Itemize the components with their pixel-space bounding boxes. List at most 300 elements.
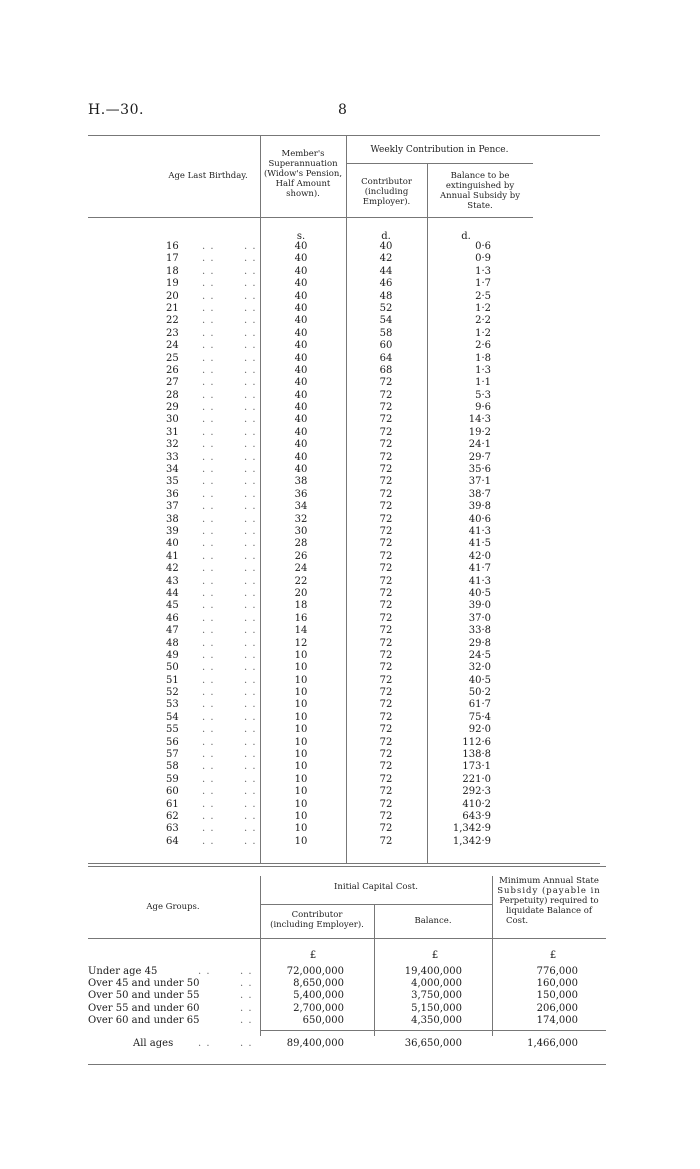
balance-cell: 41·7 (468, 563, 491, 575)
superannuation-cell: 40 (294, 439, 308, 451)
dot-leader: . . (244, 724, 257, 736)
dot-leader: . . (244, 687, 257, 699)
age-cell: 37 (166, 501, 179, 513)
age-cell: 39 (166, 525, 179, 537)
dot-leader: . . (202, 501, 215, 513)
superannuation-cell: 10 (294, 687, 308, 699)
table-row (88, 761, 600, 773)
dot-leader: . . (244, 451, 257, 463)
dot-leader: . . (244, 389, 257, 401)
dot-leader: . . (202, 525, 215, 537)
table-row (88, 266, 600, 278)
age-cell: 36 (166, 488, 179, 500)
dot-leader: . . (202, 265, 215, 277)
table-row (88, 1015, 606, 1027)
contributor-cell: 72 (379, 662, 393, 674)
age-cell: 21 (166, 302, 179, 314)
balance-cell: 39·8 (468, 501, 491, 513)
table-row (88, 328, 600, 340)
age-cell: 59 (166, 773, 179, 785)
age-cell: 31 (166, 426, 179, 438)
balance-cell: 37·0 (468, 612, 491, 624)
dot-leader: . . (244, 414, 257, 426)
contributor-cell: 68 (379, 364, 393, 376)
superannuation-cell: 40 (294, 290, 308, 302)
superannuation-cell: 40 (294, 340, 308, 352)
dot-leader: . . (202, 736, 215, 748)
balance-cell: 42·0 (468, 550, 491, 562)
pound-unit: £ (549, 950, 557, 961)
table-row (88, 365, 600, 377)
contributor-cell: 72 (379, 600, 393, 612)
balance-cell: 41·3 (468, 525, 491, 537)
dot-leader: . . (244, 352, 257, 364)
dot-leader: . . (202, 464, 215, 476)
superannuation-cell: 40 (294, 278, 308, 290)
superannuation-cell: 40 (294, 426, 308, 438)
superannuation-cell: 40 (294, 315, 308, 327)
weekly-contribution-table (88, 135, 600, 865)
age-column-header: Age Last Birthday. (168, 171, 248, 181)
superannuation-cell: 40 (294, 402, 308, 414)
balance-cell: 41·3 (468, 575, 491, 587)
dot-leader: . . (202, 327, 215, 339)
table-row (88, 786, 600, 798)
balance-cell: 1,342·9 (452, 835, 491, 847)
superannuation-cell: 10 (294, 649, 308, 661)
balance-cell: 29·8 (468, 637, 491, 649)
dot-leader: . . (202, 278, 215, 290)
age-cell: 16 (166, 241, 179, 252)
table-row (88, 241, 600, 253)
contributor-cell: 72 (379, 761, 393, 773)
dot-leader: . . (202, 711, 215, 723)
balance-cell: 2·6 (475, 340, 491, 352)
balance-cell: 4,350,000 (411, 1014, 462, 1026)
contributor-cell: 72 (379, 637, 393, 649)
superannuation-cell: 10 (294, 711, 308, 723)
age-group-label: Over 55 and under 60 (88, 1002, 200, 1014)
balance-cell: 41·5 (468, 538, 491, 550)
dot-leader: . . (244, 513, 257, 525)
dot-leader: . . (244, 786, 257, 798)
total-balance: 36,650,000 (404, 1038, 462, 1049)
dot-leader: . . (202, 662, 215, 674)
balance-cell: 0·9 (475, 253, 491, 265)
contributor-cell: 72 (379, 711, 393, 723)
age-cell: 33 (166, 451, 179, 463)
superannuation-cell: 40 (294, 253, 308, 265)
age-cell: 45 (166, 600, 179, 612)
age-cell: 40 (166, 538, 179, 550)
dot-leader: . . (202, 290, 215, 302)
dot-leader: . . (202, 414, 215, 426)
dot-leader: . . (244, 253, 257, 265)
balance-cell: 112·6 (462, 736, 491, 748)
minimum-subsidy-cell: 776,000 (536, 966, 578, 977)
superannuation-cell: 12 (294, 637, 308, 649)
age-cell: 25 (166, 352, 179, 364)
contributor-cell: 72 (379, 749, 393, 761)
age-group-label: Over 60 and under 65 (88, 1014, 200, 1026)
dot-leader: . . (202, 649, 215, 661)
dot-leader: . . (202, 550, 215, 562)
age-cell: 43 (166, 575, 179, 587)
dot-leader: . . (202, 761, 215, 773)
superannuation-cell: 30 (294, 525, 308, 537)
superannuation-cell: 26 (294, 550, 308, 562)
contributor-column-header: Contributor (including Employer). (361, 177, 412, 207)
balance-cell: 14·3 (468, 414, 491, 426)
contributor-cell: 64 (379, 352, 393, 364)
age-cell: 22 (166, 315, 179, 327)
table-row (88, 966, 606, 978)
pence-unit: d. (461, 231, 471, 242)
superannuation-cell: 10 (294, 823, 308, 835)
table-bottom-rule (88, 863, 600, 864)
superannuation-cell: 40 (294, 364, 308, 376)
dot-leader: . . (202, 773, 215, 785)
dot-leader: . . (240, 990, 253, 1002)
contributor-cell: 48 (379, 290, 393, 302)
contributor-cell: 72 (379, 525, 393, 537)
balance-cell: 138·8 (462, 749, 491, 761)
contributor-cell: 72 (379, 736, 393, 748)
dot-leader: . . (244, 625, 257, 637)
superannuation-cell: 10 (294, 724, 308, 736)
dot-leader: . . (244, 402, 257, 414)
table-row (88, 978, 606, 990)
balance-cell: 33·8 (468, 625, 491, 637)
dot-leader: . . (202, 724, 215, 736)
balance-cell: 38·7 (468, 488, 491, 500)
table-row (88, 291, 600, 303)
dot-leader: . . (244, 327, 257, 339)
table-row (88, 390, 600, 402)
age-cell: 24 (166, 340, 179, 352)
superannuation-cell: 32 (294, 513, 308, 525)
balance-cell: 1·7 (475, 278, 491, 290)
contributor-cell: 72 (379, 550, 393, 562)
contributor-cell: 72 (379, 687, 393, 699)
table-row (88, 588, 600, 600)
contributor-cell: 60 (379, 340, 393, 352)
table-row (88, 675, 600, 687)
superannuation-cell: 10 (294, 662, 308, 674)
age-cell: 18 (166, 265, 179, 277)
contributor-cell: 72 (379, 377, 393, 389)
age-cell: 17 (166, 253, 179, 265)
table-row (88, 353, 600, 365)
age-groups-header: Age Groups. (146, 902, 200, 912)
minimum-subsidy-header: Minimum Annual State Subsidy (payable in Perpetuity) required to liquidate Balance of Cost. (497, 876, 601, 926)
capital-cost-table (88, 866, 606, 1066)
dot-leader: . . (202, 402, 215, 414)
dot-leader: . . (244, 749, 257, 761)
balance-cell: 39·0 (468, 600, 491, 612)
dot-leader: . . (244, 711, 257, 723)
balance-cell: 173·1 (462, 761, 491, 773)
table-row (88, 402, 600, 414)
dot-leader: . . (202, 364, 215, 376)
dot-leader: . . (244, 501, 257, 513)
dot-leader: . . (244, 315, 257, 327)
dot-leader: . . (240, 966, 253, 977)
contributor-cell: 40 (379, 241, 393, 252)
age-cell: 20 (166, 290, 179, 302)
total-minimum-subsidy: 1,466,000 (527, 1038, 578, 1049)
age-cell: 44 (166, 587, 179, 599)
balance-cell: 1·2 (475, 302, 491, 314)
contributor-cell: 72 (379, 402, 393, 414)
balance-cell: 643·9 (462, 810, 491, 822)
page-number: 8 (338, 102, 347, 118)
table-top-rule (88, 135, 600, 136)
table-row (88, 414, 600, 426)
contributor-cell: 42 (379, 253, 393, 265)
dot-leader: . . (202, 835, 215, 847)
dot-leader: . . (244, 464, 257, 476)
table-row (88, 576, 600, 588)
dot-leader: . . (244, 587, 257, 599)
dot-leader: . . (244, 290, 257, 302)
total-label: All ages (133, 1038, 174, 1049)
dot-leader: . . (244, 476, 257, 488)
contributor-cell: 8,650,000 (293, 978, 344, 990)
dot-leader: . . (202, 563, 215, 575)
minimum-subsidy-cell: 174,000 (536, 1014, 578, 1026)
table-row (88, 836, 600, 848)
contributor-cell: 44 (379, 265, 393, 277)
age-cell: 55 (166, 724, 179, 736)
balance-cell: 75·4 (468, 711, 491, 723)
superannuation-cell: 40 (294, 377, 308, 389)
dot-leader: . . (244, 241, 257, 252)
dot-leader: . . (202, 377, 215, 389)
table-row (88, 340, 600, 352)
superannuation-cell: 28 (294, 538, 308, 550)
dot-leader: . . (244, 439, 257, 451)
table-row (88, 315, 600, 327)
contributor-cell: 52 (379, 302, 393, 314)
table-row (88, 650, 600, 662)
balance-cell: 1·3 (475, 364, 491, 376)
age-cell: 46 (166, 612, 179, 624)
superannuation-cell: 24 (294, 563, 308, 575)
dot-leader: . . (202, 749, 215, 761)
table-row (88, 427, 600, 439)
superannuation-cell: 40 (294, 414, 308, 426)
table-row (88, 638, 600, 650)
age-group-label: Under age 45 (88, 966, 158, 977)
contributor-cell: 72 (379, 513, 393, 525)
age-cell: 58 (166, 761, 179, 773)
dot-leader: . . (202, 340, 215, 352)
dot-leader: . . (202, 600, 215, 612)
dot-leader: . . (244, 364, 257, 376)
document-reference: H.—30. (88, 102, 144, 118)
balance-cell: 40·5 (468, 674, 491, 686)
balance-cell: 19,400,000 (404, 966, 462, 977)
table-row (88, 501, 600, 513)
balance-cell: 221·0 (462, 773, 491, 785)
dot-leader: . . (202, 699, 215, 711)
balance-cell: 40·6 (468, 513, 491, 525)
dot-leader: . . (244, 674, 257, 686)
dot-leader: . . (244, 662, 257, 674)
table-row (88, 538, 600, 550)
dot-leader: . . (244, 563, 257, 575)
balance-cell: 1·1 (475, 377, 491, 389)
table-row (88, 489, 600, 501)
balance-cell: 24·1 (468, 439, 491, 451)
age-cell: 56 (166, 736, 179, 748)
dot-leader: . . (198, 966, 211, 977)
balance-cell: 19·2 (468, 426, 491, 438)
balance-cell: 2·2 (475, 315, 491, 327)
table-row (88, 749, 600, 761)
table-body (88, 241, 600, 848)
dot-leader: . . (202, 315, 215, 327)
superannuation-cell: 10 (294, 810, 308, 822)
pound-unit: £ (431, 950, 439, 961)
table-row (88, 303, 600, 315)
minimum-subsidy-cell: 206,000 (536, 1002, 578, 1014)
total-rule (260, 1030, 606, 1031)
dot-leader: . . (244, 265, 257, 277)
dot-leader: . . (244, 835, 257, 847)
contributor-cell: 72 (379, 587, 393, 599)
dot-leader: . . (202, 426, 215, 438)
balance-cell: 40·5 (468, 587, 491, 599)
dot-leader: . . (202, 241, 215, 252)
dot-leader: . . (202, 575, 215, 587)
age-group-label: Over 50 and under 55 (88, 990, 200, 1002)
superannuation-cell: 10 (294, 786, 308, 798)
total-contributor: 89,400,000 (286, 1038, 344, 1049)
table-row (88, 823, 600, 835)
table-row (88, 687, 600, 699)
age-cell: 34 (166, 464, 179, 476)
age-cell: 19 (166, 278, 179, 290)
dot-leader: . . (202, 538, 215, 550)
age-cell: 41 (166, 550, 179, 562)
table-row (88, 990, 606, 1002)
superannuation-cell: 14 (294, 625, 308, 637)
age-cell: 52 (166, 687, 179, 699)
table-row (88, 377, 600, 389)
dot-leader: . . (240, 1002, 253, 1014)
age-cell: 64 (166, 835, 179, 847)
dot-leader: . . (244, 302, 257, 314)
table-row (88, 712, 600, 724)
dot-leader: . . (244, 538, 257, 550)
superannuation-cell: 10 (294, 749, 308, 761)
contributor-column-header: Contributor (including Employer). (270, 910, 364, 930)
superannuation-cell: 40 (294, 464, 308, 476)
contributor-cell: 72 (379, 835, 393, 847)
contributor-cell: 72 (379, 773, 393, 785)
contributor-cell: 72 (379, 612, 393, 624)
superannuation-cell: 18 (294, 600, 308, 612)
contributor-cell: 72 (379, 426, 393, 438)
contributor-cell: 72 (379, 724, 393, 736)
contributor-cell: 72,000,000 (286, 966, 344, 977)
dot-leader: . . (202, 625, 215, 637)
age-cell: 51 (166, 674, 179, 686)
balance-cell: 3,750,000 (411, 990, 462, 1002)
contributor-cell: 72 (379, 699, 393, 711)
minimum-subsidy-cell: 150,000 (536, 990, 578, 1002)
superannuation-cell: 10 (294, 699, 308, 711)
dot-leader: . . (244, 823, 257, 835)
age-cell: 35 (166, 476, 179, 488)
weekly-subheader-rule (346, 163, 533, 164)
superannuation-cell: 40 (294, 302, 308, 314)
superannuation-cell: 40 (294, 241, 308, 252)
capital-subheader-rule (260, 904, 492, 905)
balance-cell: 29·7 (468, 451, 491, 463)
dot-leader: . . (240, 978, 253, 990)
dot-leader: . . (244, 278, 257, 290)
superannuation-cell: 10 (294, 761, 308, 773)
dot-leader: . . (202, 253, 215, 265)
table-row (88, 551, 600, 563)
age-cell: 50 (166, 662, 179, 674)
table-row (88, 514, 600, 526)
dot-leader: . . (202, 637, 215, 649)
dot-leader: . . (244, 810, 257, 822)
dot-leader: . . (202, 352, 215, 364)
dot-leader: . . (244, 736, 257, 748)
dot-leader: . . (244, 798, 257, 810)
pound-unit: £ (309, 950, 317, 961)
contributor-cell: 72 (379, 389, 393, 401)
age-cell: 61 (166, 798, 179, 810)
table-top-rule (88, 866, 606, 867)
dot-leader: . . (244, 550, 257, 562)
age-cell: 47 (166, 625, 179, 637)
superannuation-cell: 10 (294, 736, 308, 748)
age-group-label: Over 45 and under 50 (88, 978, 200, 990)
superannuation-cell: 20 (294, 587, 308, 599)
contributor-cell: 72 (379, 451, 393, 463)
dot-leader: . . (202, 302, 215, 314)
balance-column-header: Balance to be extinguished by Annual Subsidy by State. (439, 171, 521, 211)
contributor-cell: 72 (379, 674, 393, 686)
table-row (88, 563, 600, 575)
superannuation-cell: 34 (294, 501, 308, 513)
dot-leader: . . (240, 1014, 253, 1026)
total-row (88, 1038, 606, 1050)
contributor-cell: 72 (379, 823, 393, 835)
balance-cell: 50·2 (468, 687, 491, 699)
contributor-cell: 72 (379, 414, 393, 426)
dot-leader: . . (244, 761, 257, 773)
balance-cell: 292·3 (462, 786, 491, 798)
superannuation-cell: 40 (294, 389, 308, 401)
dot-leader: . . (244, 612, 257, 624)
dot-leader: . . (202, 786, 215, 798)
header-bottom-rule (88, 938, 606, 939)
balance-cell: 37·1 (468, 476, 491, 488)
age-cell: 28 (166, 389, 179, 401)
table-row (88, 724, 600, 736)
table-row (88, 464, 600, 476)
dot-leader: . . (202, 439, 215, 451)
table-row (88, 737, 600, 749)
age-cell: 48 (166, 637, 179, 649)
